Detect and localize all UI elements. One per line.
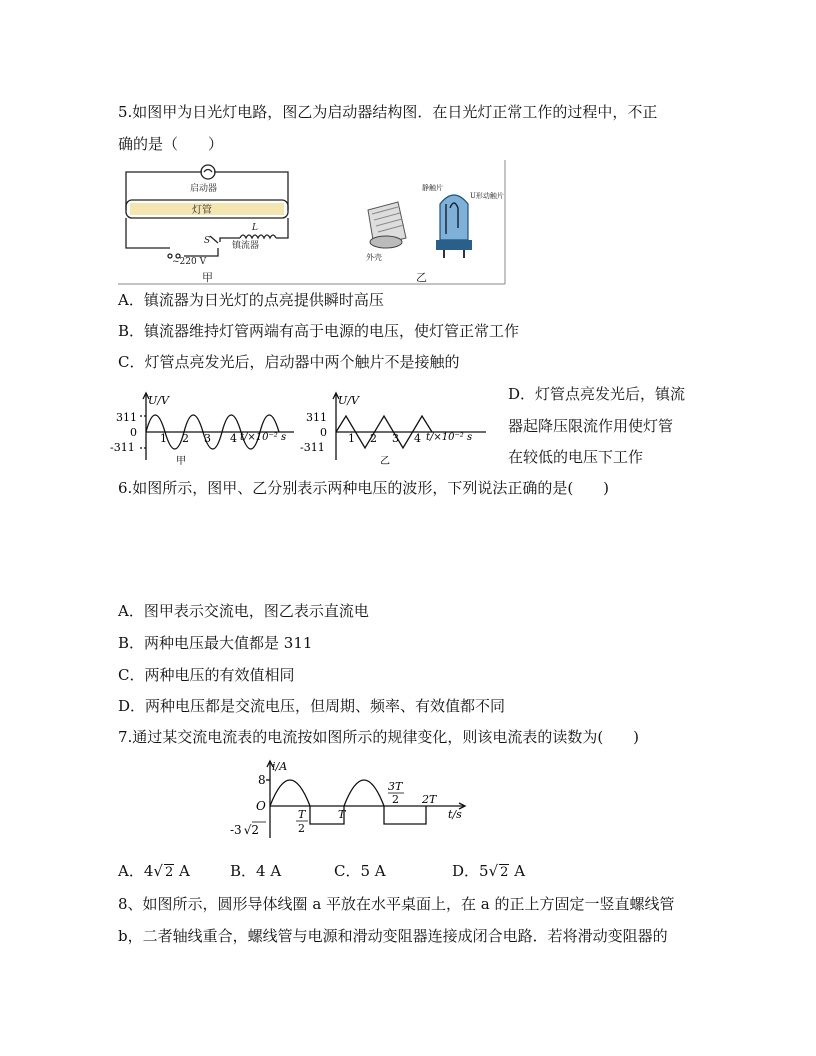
q8-line1: 8、如图所示，圆形导体线圈 a 平放在水平桌面上，在 a 的正上方固定一竖直螺线管 (118, 895, 675, 913)
static-contact-label: 静触片 (422, 184, 443, 192)
q5-option-c: C．灯管点亮发光后，启动器中两个触片不是接触的 (118, 353, 460, 371)
wave-tick-4-right: 4 (414, 432, 421, 445)
wave-tick-1-left: 1 (160, 432, 167, 445)
wave-tick-3-left: 3 (204, 432, 211, 445)
q7-option-a (118, 861, 190, 883)
q7-option-d-suffix: A (514, 862, 526, 880)
wave-zero-left: 0 (130, 426, 137, 439)
q5-figure (118, 160, 506, 286)
q7-t-2: 2T (422, 793, 437, 806)
switch-label: S (204, 236, 211, 246)
wave-xlabel-right: t/×10⁻² s (426, 432, 473, 443)
wave-caption-right: 乙 (380, 456, 390, 467)
q7-option-a-suffix: A (179, 862, 190, 880)
starter-bulb-image (436, 195, 472, 258)
q7-xlabel: t/s (448, 808, 462, 821)
q7-origin: O (256, 799, 266, 813)
u-contact-label: U形动触片 (470, 192, 504, 200)
wave-ylabel-left: U/V (148, 394, 169, 407)
q5-option-a: A．镇流器为日光灯的点亮提供瞬时高压 (118, 291, 384, 309)
q7-option-a-prefix: A．4 (118, 862, 154, 880)
q8-line2: b，二者轴线重合，螺线管与电源和滑动变阻器连接成闭合电路．若将滑动变阻器的 (118, 927, 668, 945)
q7-ymin-sqrt-sign: √ (243, 823, 252, 837)
q7-option-d-sqrt: √ 2 (488, 862, 509, 880)
caption-yi: 乙 (416, 271, 427, 284)
starter-label: 启动器 (190, 184, 218, 194)
wave-ymax-left: 311 (116, 411, 137, 424)
inductor-label: L (252, 223, 258, 233)
q7-t-full: T (338, 808, 346, 821)
q7-option-c: C．5 A (334, 862, 386, 880)
voltage-waveform-figure (110, 390, 502, 468)
wave-tick-2-left: 2 (182, 432, 189, 445)
q6-option-c: C．两种电压的有效值相同 (118, 666, 295, 684)
tube-label: 灯管 (192, 205, 212, 216)
ballast-label: 镇流器 (232, 241, 260, 251)
source-label: ~220 V (172, 257, 207, 267)
wave-tick-2-right: 2 (370, 432, 377, 445)
wave-caption-left: 甲 (176, 456, 186, 467)
wave-tick-1-right: 1 (348, 432, 355, 445)
q7-t-half-den: 2 (298, 822, 305, 835)
q7-ymin (230, 823, 259, 837)
q7-option-d-prefix: D．5 (452, 862, 489, 880)
wave-ymin-right: -311 (300, 441, 325, 454)
wave-xlabel-left: t/×10⁻² s (240, 432, 287, 443)
q6-option-a: A．图甲表示交流电，图乙表示直流电 (118, 602, 369, 620)
q5-option-d-line3: 在较低的电压下工作 (508, 448, 644, 466)
caption-jia: 甲 (202, 271, 213, 284)
q7-ymax: 8 (258, 773, 266, 787)
q6-stem: 6.如图所示，图甲、乙分别表示两种电压的波形，下列说法正确的是( ) (118, 479, 610, 497)
q7-ymin-prefix: -3 (230, 823, 242, 837)
wave-tick-3-right: 3 (392, 432, 399, 445)
q7-option-d (452, 861, 525, 883)
q7-option-b: B．4 A (230, 862, 282, 880)
wave-ymax-right: 311 (306, 411, 327, 424)
q7-stem: 7.通过某交流电流表的电流按如图所示的规律变化，则该电流表的读数为( ) (118, 728, 640, 746)
q5-option-d-line2: 器起降压限流作用使灯管 (508, 417, 674, 435)
q7-t-3half-den: 2 (392, 793, 399, 806)
q5-stem-line1: 5.如图甲为日光灯电路，图乙为启动器结构图．在日光灯正常工作的过程中，不正 (118, 103, 658, 121)
q7-current-figure (226, 758, 476, 846)
q6-option-d: D．两种电压都是交流电压，但周期、频率、有效值都不同 (118, 697, 506, 715)
shell-label: 外壳 (366, 253, 382, 262)
wave-zero-right: 0 (320, 426, 327, 439)
q7-t-3half-num: 3T (388, 780, 403, 793)
wave-ymin-left: -311 (110, 441, 135, 454)
q7-t-half-num: T (298, 808, 306, 821)
q7-ylabel: i/A (272, 760, 288, 773)
q5-stem-line2: 确的是（ ） (118, 135, 224, 153)
wave-tick-4-left: 4 (230, 432, 237, 445)
q5-option-b: B．镇流器维持灯管两端有高于电源的电压，使灯管正常工作 (118, 322, 520, 340)
wave-ylabel-right: U/V (338, 394, 359, 407)
q5-option-d-line1: D．灯管点亮发光后，镇流 (508, 385, 686, 403)
q6-option-b: B．两种电压最大值都是 311 (118, 634, 313, 652)
q7-option-a-sqrt: √ 2 (153, 862, 174, 880)
q7-ymin-sqrt: 2 (251, 823, 259, 837)
